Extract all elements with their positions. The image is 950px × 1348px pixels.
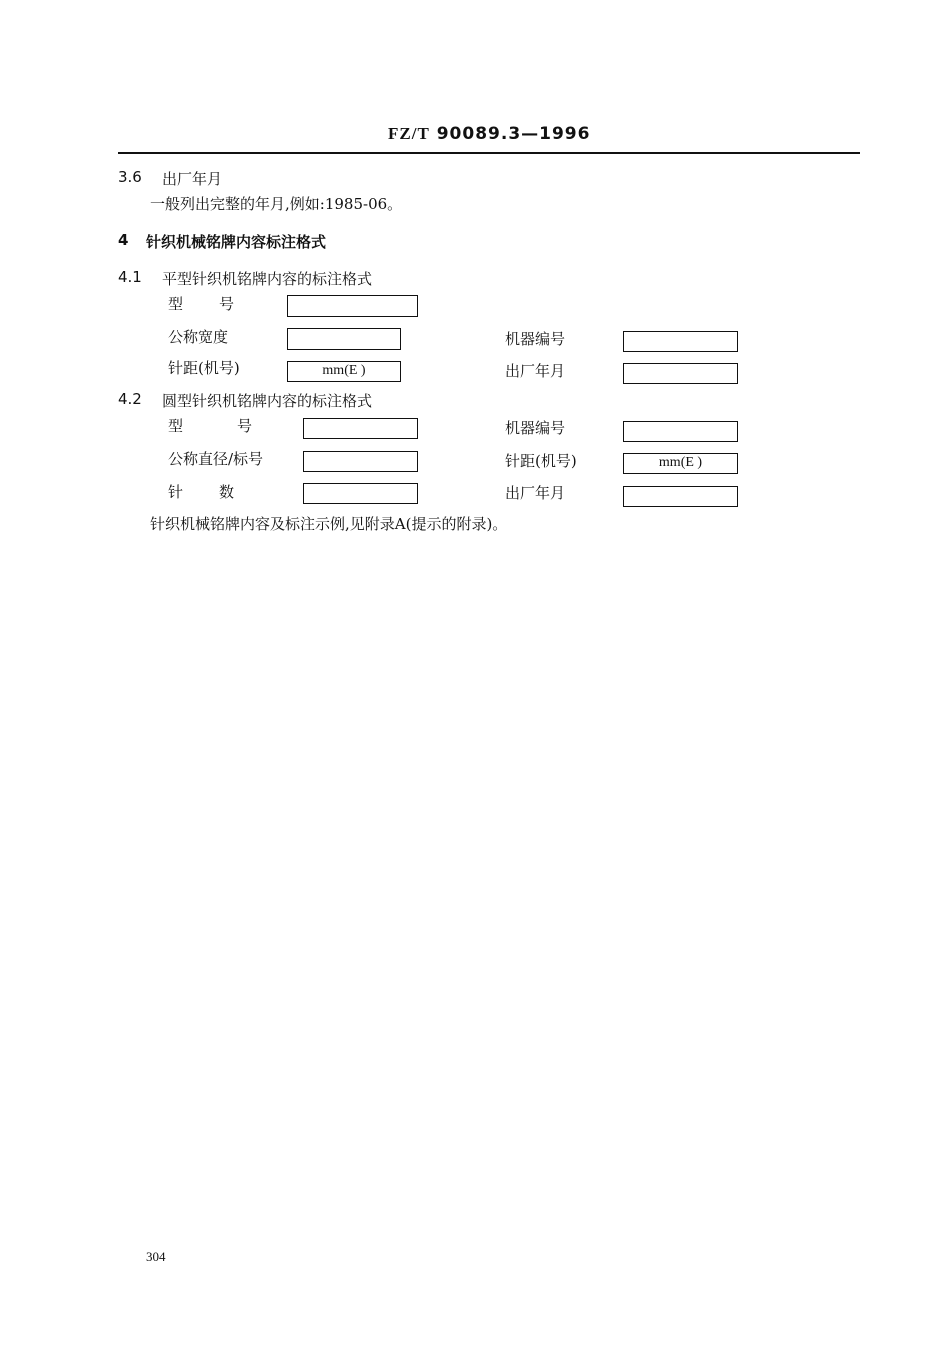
- page-number: 304: [146, 1249, 166, 1264]
- circular-needles-box: [303, 483, 418, 504]
- section-4-number: 4: [118, 231, 129, 249]
- circular-model-box: [303, 418, 418, 439]
- flat-needle-pitch-box: [287, 361, 401, 382]
- section-3-6-title: 出厂年月: [162, 170, 223, 188]
- circular-needles-label-a: 针: [168, 483, 184, 501]
- circular-needle-pitch-box-text: mm(E ): [658, 455, 703, 470]
- flat-production-date-box: [623, 363, 738, 384]
- section-3-6-body: 一般列出完整的年月,例如:1985-06。: [150, 195, 403, 213]
- standard-prefix: FZ/T: [388, 124, 430, 143]
- circular-production-date-label: 出厂年月: [505, 484, 566, 502]
- flat-production-date-label: 出厂年月: [505, 362, 566, 380]
- flat-nominal-width-label: 公称宽度: [168, 328, 229, 346]
- circular-model-label-a: 型: [168, 417, 184, 435]
- section-3-6-number: 3.6: [118, 168, 142, 186]
- circular-needles-label-b: 数: [219, 483, 235, 501]
- flat-nominal-width-box: [287, 328, 401, 350]
- circular-nominal-diameter-box: [303, 451, 418, 472]
- flat-machine-number-box: [623, 331, 738, 352]
- circular-machine-number-box: [623, 421, 738, 442]
- flat-machine-number-label: 机器编号: [505, 330, 566, 348]
- circular-nominal-diameter-label: 公称直径/标号: [168, 450, 264, 468]
- circular-needle-pitch-label: 针距(机号): [505, 452, 577, 470]
- flat-model-box: [287, 295, 418, 317]
- flat-needle-pitch-label: 针距(机号): [168, 359, 240, 377]
- section-4-2-number: 4.2: [118, 390, 142, 408]
- standard-code: [388, 124, 590, 144]
- flat-model-label-b: 号: [219, 295, 235, 313]
- section-4-title: 针织机械铭牌内容标注格式: [146, 233, 327, 251]
- flat-needle-pitch-box-text: mm(E ): [322, 363, 366, 378]
- circular-model-label-b: 号: [237, 417, 253, 435]
- circular-production-date-box: [623, 486, 738, 507]
- standard-number: 90089.3—1996: [436, 124, 591, 144]
- section-4-1-title: 平型针织机铭牌内容的标注格式: [162, 270, 373, 288]
- section-4-2-title: 圆型针织机铭牌内容的标注格式: [162, 392, 373, 410]
- circular-needle-pitch-box: [623, 453, 738, 474]
- appendix-note: 针织机械铭牌内容及标注示例,见附录A(提示的附录)。: [150, 515, 508, 533]
- header-rule: [118, 152, 860, 154]
- section-4-1-number: 4.1: [118, 268, 142, 286]
- flat-model-label-a: 型: [168, 295, 184, 313]
- circular-machine-number-label: 机器编号: [505, 419, 566, 437]
